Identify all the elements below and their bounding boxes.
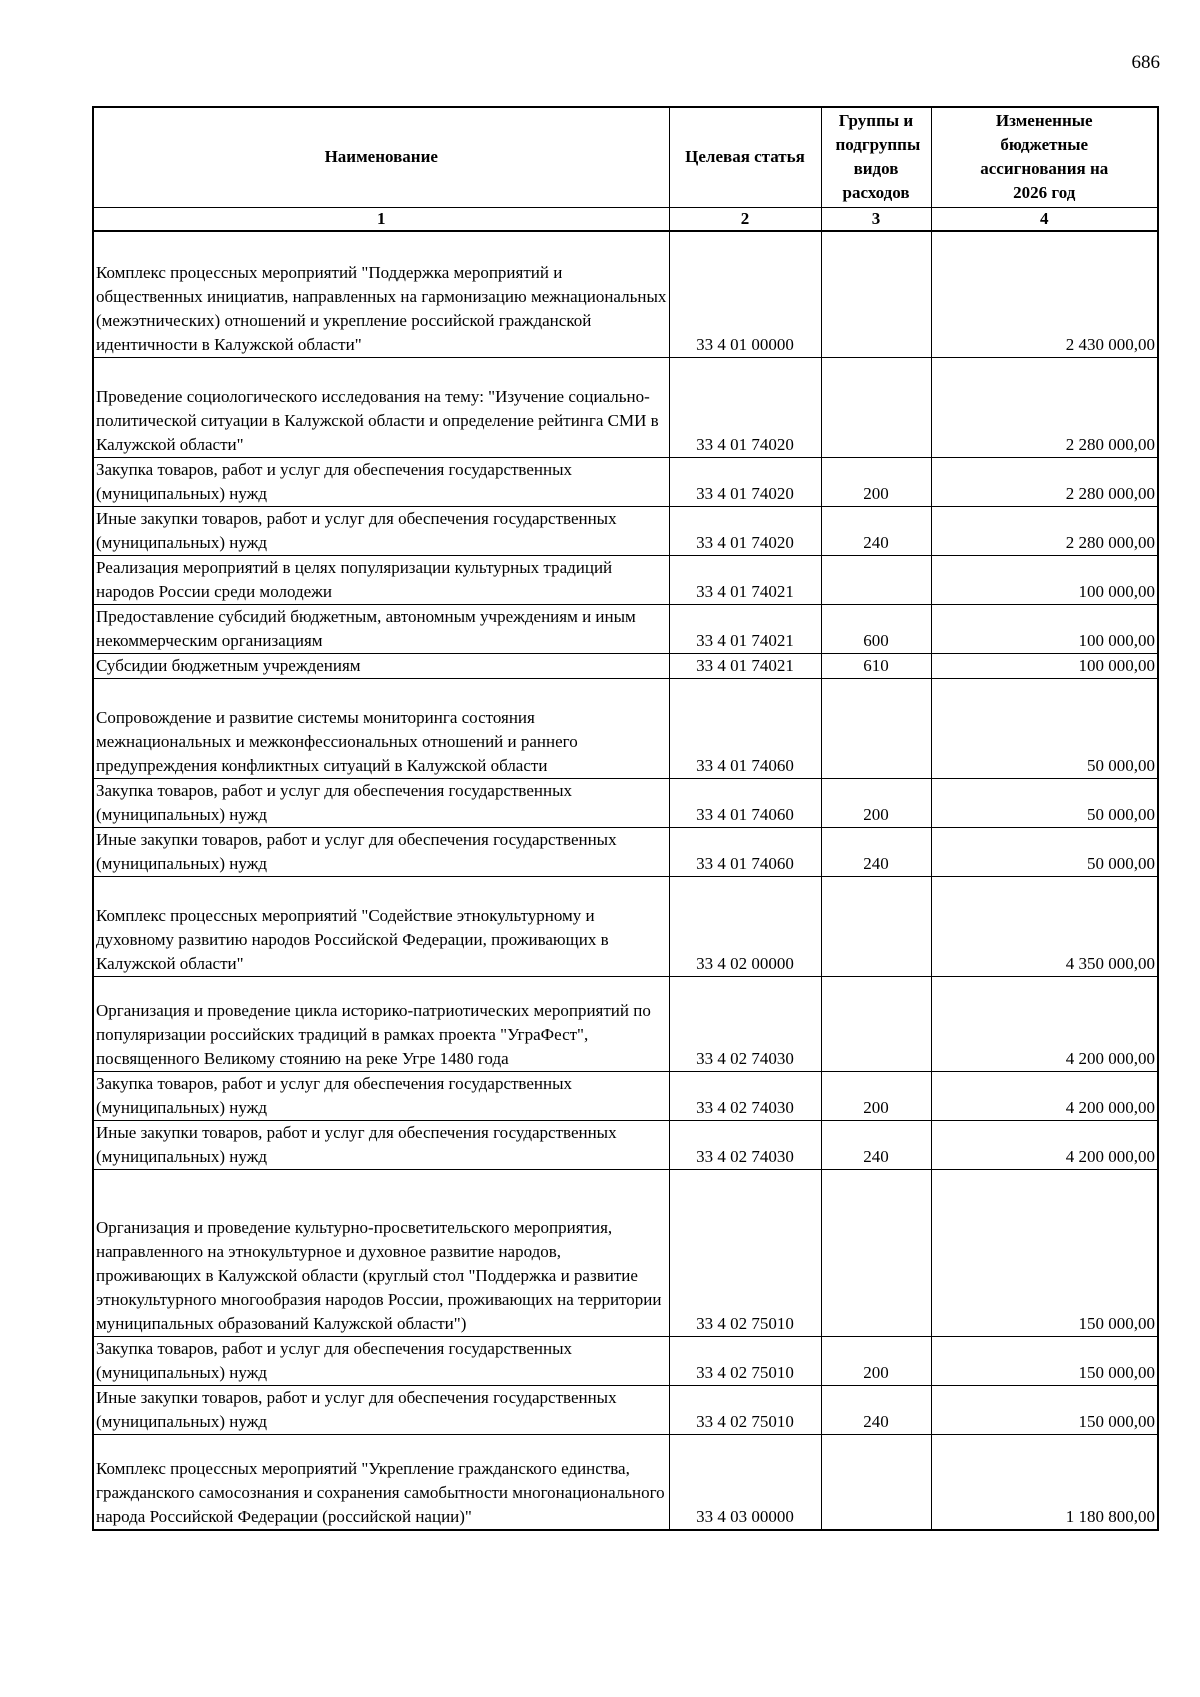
row-amount-cell: 100 000,00: [931, 605, 1158, 654]
row-name-cell: Иные закупки товаров, работ и услуг для обеспечения государственных (муниципальных) нужд: [93, 1386, 669, 1435]
row-code-cell: 33 4 02 75010: [669, 1386, 821, 1435]
row-amount-cell: 150 000,00: [931, 1386, 1158, 1435]
row-amount-cell: 2 280 000,00: [931, 458, 1158, 507]
header-allocations: Измененные бюджетные ассигнования на 2026 год: [931, 107, 1158, 207]
row-group-cell: [821, 358, 931, 458]
table-row: [93, 1386, 1158, 1435]
row-group-cell: 600: [821, 605, 931, 654]
header-name: Наименование: [93, 107, 669, 207]
row-code-cell: 33 4 01 74060: [669, 779, 821, 828]
row-name-cell: Организация и проведение культурно-просветительского мероприятия, направленного на этнокультурное и духовное развитие народов, проживающих в Калужской области (круглый стол "Поддержка и развитие этнокультурного многообразия народов России, проживающих на территории муниципальных образований Калужской области"): [93, 1170, 669, 1337]
row-code-cell: 33 4 01 74060: [669, 828, 821, 877]
column-number: 4: [931, 207, 1158, 231]
row-group-cell: [821, 1170, 931, 1337]
table-row: [93, 605, 1158, 654]
row-name-cell: Закупка товаров, работ и услуг для обеспечения государственных (муниципальных) нужд: [93, 1072, 669, 1121]
row-name-cell: Иные закупки товаров, работ и услуг для обеспечения государственных (муниципальных) нужд: [93, 828, 669, 877]
row-code-cell: 33 4 01 74060: [669, 679, 821, 779]
column-number-row: [93, 207, 1158, 231]
table-row: [93, 507, 1158, 556]
row-group-cell: [821, 231, 931, 358]
header-row: [93, 107, 1158, 207]
row-amount-cell: 2 430 000,00: [931, 231, 1158, 358]
row-code-cell: 33 4 02 74030: [669, 1072, 821, 1121]
row-group-cell: [821, 977, 931, 1072]
row-name-cell: Комплекс процессных мероприятий "Поддержка мероприятий и общественных инициатив, направленных на гармонизацию межнациональных (межэтнических) отношений и укрепление российской гражданской идентичности в Калужской области": [93, 231, 669, 358]
table-row: [93, 358, 1158, 458]
row-group-cell: [821, 877, 931, 977]
row-group-cell: [821, 679, 931, 779]
row-amount-cell: 2 280 000,00: [931, 358, 1158, 458]
table-row: [93, 1435, 1158, 1530]
row-code-cell: 33 4 01 00000: [669, 231, 821, 358]
table-row: [93, 1072, 1158, 1121]
table-row: [93, 1121, 1158, 1170]
column-number: 3: [821, 207, 931, 231]
row-amount-cell: 4 200 000,00: [931, 1121, 1158, 1170]
row-name-cell: Реализация мероприятий в целях популяризации культурных традиций народов России среди молодежи: [93, 556, 669, 605]
row-name-cell: Организация и проведение цикла историко-патриотических мероприятий по популяризации российских традиций в рамках проекта "УграФест", посвященного Великому стоянию на реке Угре 1480 года: [93, 977, 669, 1072]
row-group-cell: 200: [821, 458, 931, 507]
row-code-cell: 33 4 02 00000: [669, 877, 821, 977]
row-group-cell: 240: [821, 507, 931, 556]
row-amount-cell: 100 000,00: [931, 556, 1158, 605]
row-code-cell: 33 4 01 74021: [669, 654, 821, 679]
row-code-cell: 33 4 01 74021: [669, 556, 821, 605]
header-expense-groups: Группы и подгруппы видов расходов: [821, 107, 931, 207]
table-row: [93, 458, 1158, 507]
row-code-cell: 33 4 01 74020: [669, 458, 821, 507]
row-amount-cell: 4 350 000,00: [931, 877, 1158, 977]
row-name-cell: Закупка товаров, работ и услуг для обеспечения государственных (муниципальных) нужд: [93, 779, 669, 828]
row-group-cell: [821, 556, 931, 605]
column-number: 1: [93, 207, 669, 231]
row-group-cell: 200: [821, 1337, 931, 1386]
row-name-cell: Иные закупки товаров, работ и услуг для обеспечения государственных (муниципальных) нужд: [93, 507, 669, 556]
table-row: [93, 1170, 1158, 1337]
budget-table: [92, 106, 1159, 1531]
row-name-cell: Закупка товаров, работ и услуг для обеспечения государственных (муниципальных) нужд: [93, 458, 669, 507]
row-group-cell: [821, 1435, 931, 1530]
row-group-cell: 240: [821, 828, 931, 877]
row-group-cell: 610: [821, 654, 931, 679]
column-number: 2: [669, 207, 821, 231]
row-name-cell: Закупка товаров, работ и услуг для обеспечения государственных (муниципальных) нужд: [93, 1337, 669, 1386]
row-amount-cell: 4 200 000,00: [931, 1072, 1158, 1121]
table-body: [93, 231, 1158, 1530]
table-row: [93, 977, 1158, 1072]
header-target-article: Целевая статья: [669, 107, 821, 207]
row-amount-cell: 2 280 000,00: [931, 507, 1158, 556]
table-row: [93, 679, 1158, 779]
table-row: [93, 877, 1158, 977]
table-row: [93, 828, 1158, 877]
row-amount-cell: 150 000,00: [931, 1337, 1158, 1386]
row-group-cell: 240: [821, 1386, 931, 1435]
page-number: 686: [1131, 52, 1160, 73]
table-row: [93, 231, 1158, 358]
row-code-cell: 33 4 01 74020: [669, 507, 821, 556]
table-row: [93, 654, 1158, 679]
row-group-cell: 200: [821, 1072, 931, 1121]
row-amount-cell: 4 200 000,00: [931, 977, 1158, 1072]
row-amount-cell: 1 180 800,00: [931, 1435, 1158, 1530]
row-amount-cell: 100 000,00: [931, 654, 1158, 679]
row-name-cell: Комплекс процессных мероприятий "Содействие этнокультурному и духовному развитию народов Российской Федерации, проживающих в Калужской области": [93, 877, 669, 977]
row-name-cell: Субсидии бюджетным учреждениям: [93, 654, 669, 679]
row-code-cell: 33 4 02 75010: [669, 1337, 821, 1386]
row-amount-cell: 50 000,00: [931, 828, 1158, 877]
row-group-cell: 240: [821, 1121, 931, 1170]
row-code-cell: 33 4 01 74021: [669, 605, 821, 654]
row-name-cell: Предоставление субсидий бюджетным, автономным учреждениям и иным некоммерческим организациям: [93, 605, 669, 654]
table-row: [93, 1337, 1158, 1386]
row-group-cell: 200: [821, 779, 931, 828]
row-name-cell: Сопровождение и развитие системы мониторинга состояния межнациональных и межконфессиональных отношений и раннего предупреждения конфликтных ситуаций в Калужской области: [93, 679, 669, 779]
row-code-cell: 33 4 02 74030: [669, 977, 821, 1072]
row-code-cell: 33 4 03 00000: [669, 1435, 821, 1530]
row-amount-cell: 150 000,00: [931, 1170, 1158, 1337]
row-code-cell: 33 4 02 74030: [669, 1121, 821, 1170]
table-row: [93, 556, 1158, 605]
row-code-cell: 33 4 02 75010: [669, 1170, 821, 1337]
row-name-cell: Комплекс процессных мероприятий "Укрепление гражданского единства, гражданского самосознания и сохранения самобытности многонационального народа Российской Федерации (российской нации)": [93, 1435, 669, 1530]
row-amount-cell: 50 000,00: [931, 779, 1158, 828]
table-row: [93, 779, 1158, 828]
row-code-cell: 33 4 01 74020: [669, 358, 821, 458]
row-amount-cell: 50 000,00: [931, 679, 1158, 779]
row-name-cell: Иные закупки товаров, работ и услуг для обеспечения государственных (муниципальных) нужд: [93, 1121, 669, 1170]
row-name-cell: Проведение социологического исследования на тему: "Изучение социально-политической ситуации в Калужской области и определение рейтинга СМИ в Калужской области": [93, 358, 669, 458]
